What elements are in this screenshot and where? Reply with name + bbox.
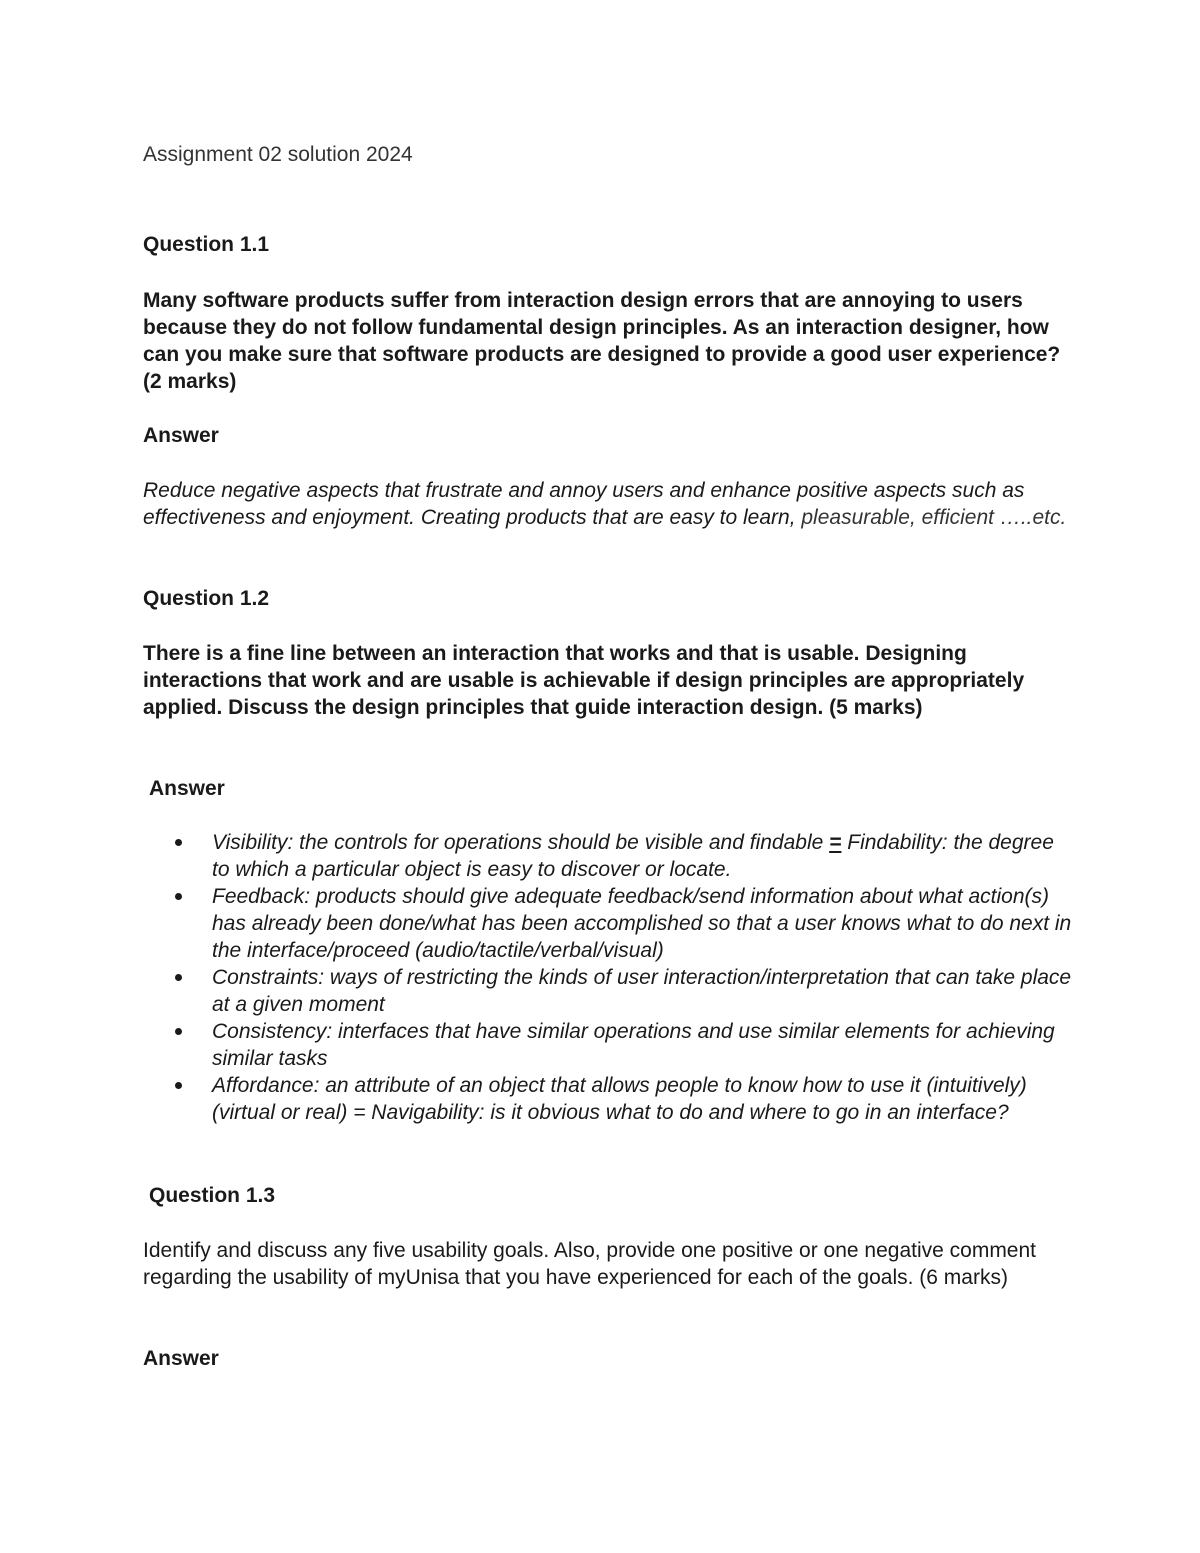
list-item: [175, 829, 1075, 883]
question-1-1-heading: Question 1.1: [143, 233, 270, 256]
list-item: [175, 1018, 1075, 1072]
document-title: Assignment 02 solution 2024: [143, 143, 413, 166]
bullet-text: Affordance: an attribute of an object that allows people to know how to use it (intuitively) (virtual or real) = Navigability: is it obvious what to do and where to go in an interface?: [212, 1074, 1027, 1124]
list-item: [175, 1072, 1075, 1126]
question-1-2-heading: Question 1.2: [143, 587, 270, 610]
list-item: [175, 883, 1075, 964]
list-item: [175, 964, 1075, 1018]
question-1-1-answer-label: Answer: [143, 424, 219, 447]
bullet-icon: [175, 1082, 182, 1089]
question-1-2-answer-label: Answer: [149, 777, 225, 800]
bullet-icon: [175, 974, 182, 981]
bullet-text: Visibility: the controls for operations should be visible and findable: [212, 831, 830, 854]
question-1-2-prompt: There is a fine line between an interaction that works and that is usable. Designing interactions that work and are usable is achievable if design principles are appropriately applied. Discuss the design principles that guide interaction design. (5 marks): [143, 642, 1025, 719]
answer-text-part-2: pleasurable, efficient …..etc.: [801, 506, 1067, 529]
bullet-text: Constraints: ways of restricting the kinds of user interaction/interpretation that can take place at a given moment: [212, 966, 1072, 1016]
question-1-3-answer-label: Answer: [143, 1347, 219, 1370]
bullet-icon: [175, 893, 182, 900]
bullet-icon: [175, 839, 182, 846]
question-1-1-answer: [143, 477, 1073, 531]
design-principles-list: [175, 829, 1075, 1126]
bullet-text: Consistency: interfaces that have similar operations and use similar elements for achieving similar tasks: [212, 1020, 1055, 1070]
bullet-icon: [175, 1028, 182, 1035]
equals-sign: =: [829, 831, 842, 854]
question-1-3-heading: Question 1.3: [149, 1184, 276, 1207]
answer-text-part-1: Reduce negative aspects that frustrate and annoy users and enhance positive aspects such as effectiveness and enjoyment. Creating products that are easy to learn,: [143, 479, 1025, 529]
bullet-text: Feedback: products should give adequate feedback/send information about what action(s) has already been done/what has been accomplished so that a user knows what to do next in the interface/proceed (audio/tactile/verbal/visual): [212, 885, 1072, 962]
bullet-text: Findability: the degree to which a particular object is easy to discover or locate.: [212, 831, 1054, 881]
question-1-1-prompt: Many software products suffer from interaction design errors that are annoying to users because they do not follow fundamental design principles. As an interaction designer, how can you make sure that software products are designed to provide a good user experience? (2 marks): [143, 289, 1061, 393]
question-1-3-prompt: Identify and discuss any five usability goals. Also, provide one positive or one negative comment regarding the usability of myUnisa that you have experienced for each of the goals. (6 marks): [143, 1239, 1037, 1289]
